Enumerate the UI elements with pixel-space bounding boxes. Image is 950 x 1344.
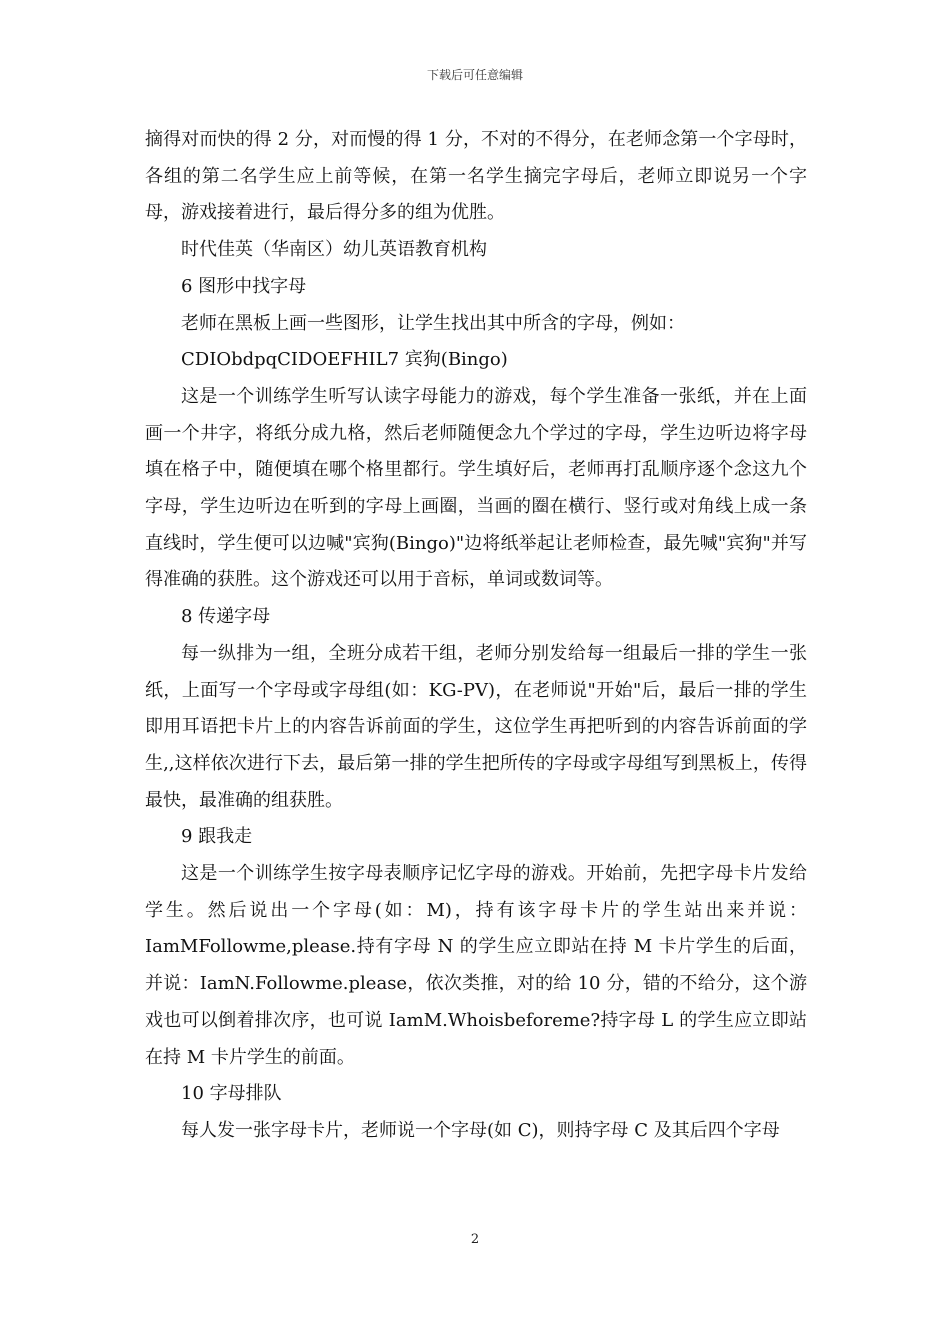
paragraph-letters-bingo: CDIObdpqCIDOEFHIL7 宾狗(Bingo) [181,349,508,371]
page-number: 2 [470,1232,480,1247]
paragraph-pass-letters: 每一纵排为一组，全班分成若干组，老师分别发给每一组最后一排的学生一张纸，上面写一个字母或字母组(如：KG-PV)，在老师说"开始"后，最后一排的学生即用耳语把卡片上的内容告诉前面的学生，这位学生再把听到的内容告诉前面的学生,,这样依次进行下去，最后第一排的学生把所传的字母或字母组写到黑板上，传得最快，最准确的组获胜。 [145,642,807,811]
section-heading-8: 8 传递字母 [181,606,271,628]
section-heading-9: 9 跟我走 [181,826,253,848]
page-header: 下载后可任意编辑 [426,68,523,82]
paragraph-letter-queue: 每人发一张字母卡片，老师说一个字母(如 C)，则持字母 C 及其后四个字母 [181,1119,780,1141]
document-body [145,122,807,1150]
paragraph-organization: 时代佳英（华南区）幼儿英语教育机构 [181,239,487,261]
paragraph-bingo: 这是一个训练学生听写认读字母能力的游戏，每个学生准备一张纸，并在上面画一个井字，将纸分成九格，然后老师随便念九个学过的字母，学生边听边将字母填在格子中，随便填在哪个格里都行。学生填好后，老师再打乱顺序逐个念这九个字母，学生边听边在听到的字母上画圈，当画的圈在横行、竖行或对角线上成一条直线时，学生便可以边喊"宾狗(Bingo)"边将纸举起让老师检查，最先喊"宾狗"并写得准确的获胜。这个游戏还可以用于音标，单词或数词等。 [145,385,807,591]
section-heading-6: 6 图形中找字母 [181,275,307,297]
section-heading-10: 10 字母排队 [181,1083,282,1105]
paragraph: 老师在黑板上画一些图形，让学生找出其中所含的字母，例如： [181,312,685,334]
paragraph-continuation: 摘得对而快的得 2 分，对而慢的得 1 分，不对的不得分，在老师念第一个字母时，各组的第二名学生应上前等候，在第一名学生摘完字母后，老师立即说另一个字母，游戏接着进行，最后得分多的组为优胜。 [145,129,807,224]
paragraph-follow-me: 这是一个训练学生按字母表顺序记忆字母的游戏。开始前，先把字母卡片发给学生。然后说出一个字母(如：M)，持有该字母卡片的学生站出来并说：IamMFollowme,please.持有字母 N 的学生应立即站在持 M 卡片学生的后面，并说：IamN.Followme.please，依次类推，对的给 10 分，错的不给分，这个游戏也可以倒着排次序，也可说 IamM.Whoisbeforeme?持字母 L 的学生应立即站在持 M 卡片学生的前面。 [145,863,807,1068]
